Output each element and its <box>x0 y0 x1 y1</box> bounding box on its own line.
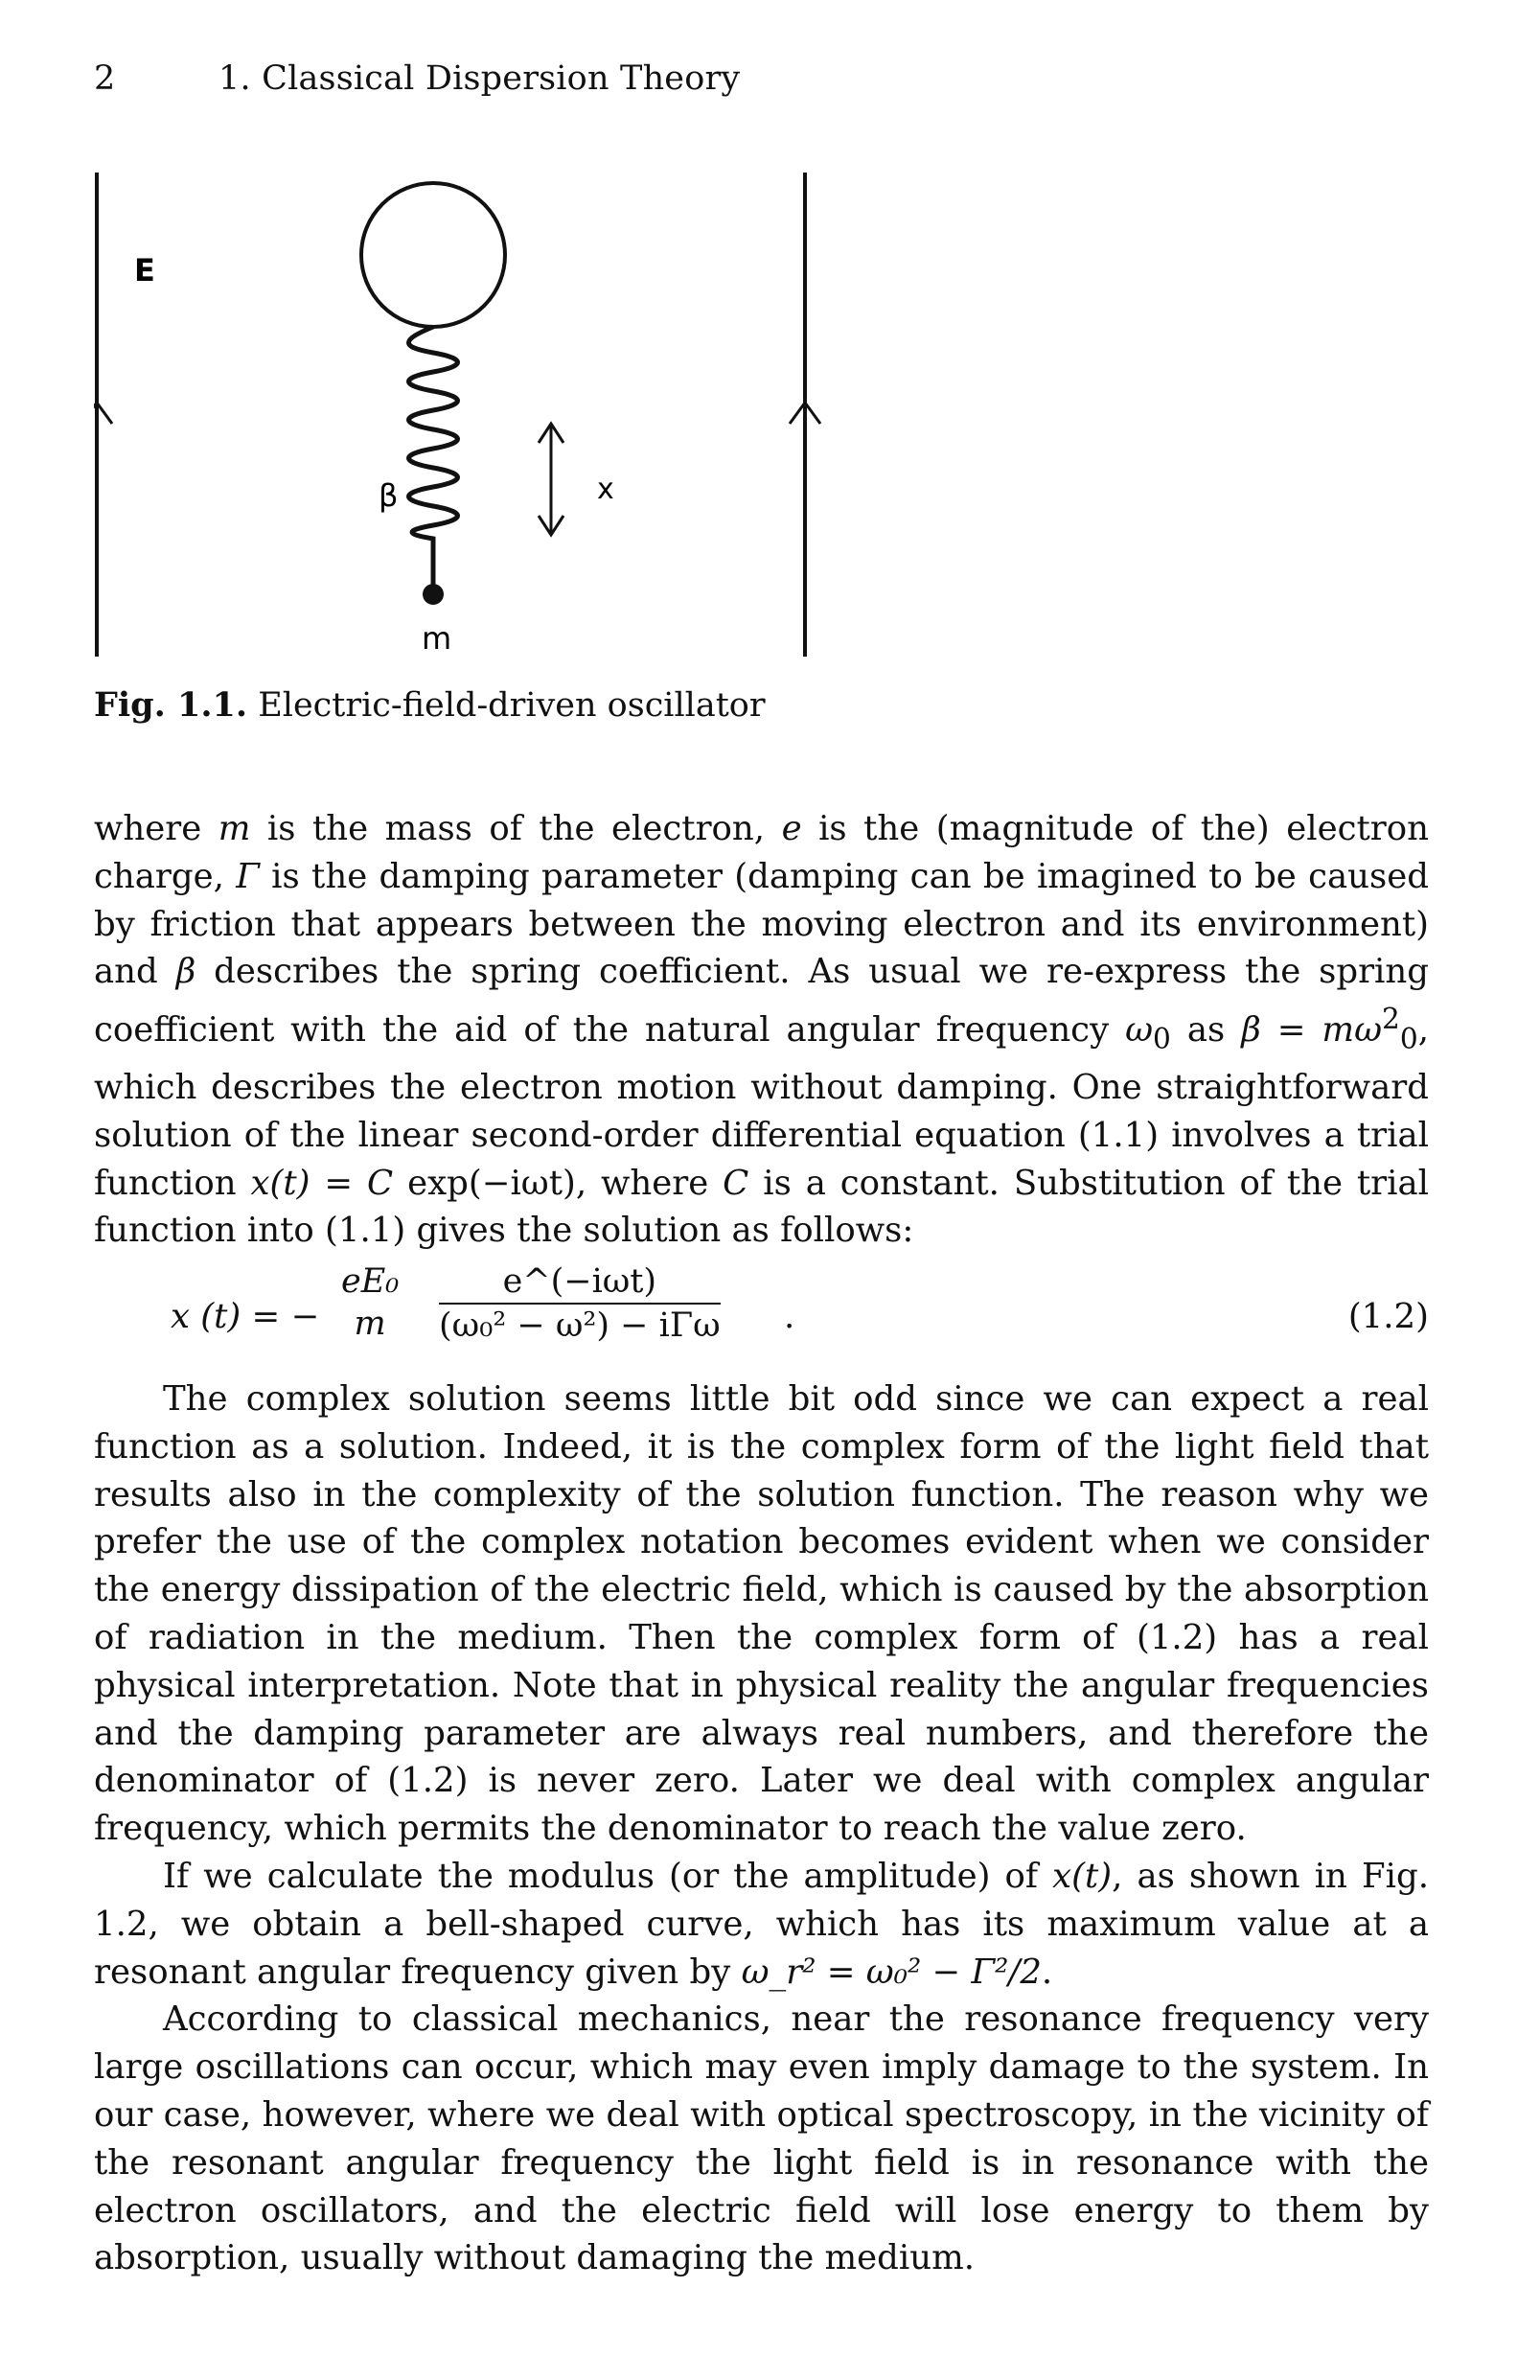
equation-fraction-2 <box>439 1260 721 1347</box>
mass-label-m: m <box>422 620 452 657</box>
page-number: 2 <box>94 59 116 98</box>
spring-icon <box>409 327 458 585</box>
spring-label-beta: β <box>379 477 399 514</box>
equation-fraction-1 <box>341 1260 399 1345</box>
equation-lhs: x (t) = − <box>171 1297 320 1337</box>
electron-mass-dot <box>423 584 444 605</box>
paragraph-4: According to classical mechanics, near the resonance frequency very large oscillations can occur, which may even imply damage to the system. In our case, however, where we deal with optical spectroscopy, in the vicinity of the resonant angular frequency the light field is in resonance with the electron oscillators, and the electric field will lose energy to them by absorption, usually without damaging the medium. <box>94 1999 1429 2278</box>
running-header <box>94 59 740 98</box>
paragraph-2: The complex solution seems little bit odd since we can expect a real function as a solution. Indeed, it is the complex form of the light field that results also in the complexity of the solution function. The reason why we prefer the use of the complex notation becomes evident when we consider the energy dissipation of the electric field, which is caused by the absorption of radiation in the medium. Then the complex form of (1.2) has a real physical interpretation. Note that in physical reality the angular frequencies and the damping parameter are always real numbers, and therefore the denominator of (1.2) is never zero. Later we deal with complex angular frequency, which permits the denominator to reach the value zero. <box>94 1379 1429 1849</box>
equation-num-2: e^(−iωt) <box>502 1262 657 1302</box>
paragraph-1: where m is the mass of the electron, e is the (magnitude of the) electron charge, Γ is the damping parameter (damping can be imagined to be caused by friction that appears between the moving electron and its environment) and β describes the spring coefficient. As usual we re-express the spring coefficient with the aid of the natural angular frequency $\omega_0$ as $\beta = m\omega^2_0$, which describes the electron motion without damping. One straightforward solution of the linear second-order differential equation (1.1) involves a trial function x(t) = C exp(−iωt), where C is a constant. Substitution of the trial function into (1.1) gives the solution as follows: <box>94 809 1430 1251</box>
equation-number: (1.2) <box>1347 1297 1429 1337</box>
figure-caption <box>94 685 766 725</box>
equation-den-1: m <box>354 1305 386 1344</box>
electron-cloud-circle <box>361 183 505 327</box>
equation-den-2: (ω₀² − ω²) − iΓω <box>439 1306 721 1346</box>
caption-text: Electric-field-driven oscillator <box>258 686 766 725</box>
figure-oscillator <box>94 173 822 671</box>
field-label-e: E <box>134 252 155 289</box>
displacement-label-x: x <box>597 473 614 506</box>
equation-1-2 <box>94 1260 1429 1368</box>
equation-dot: . <box>784 1297 795 1337</box>
caption-label: Fig. 1.1. <box>94 685 248 725</box>
equation-num-1: eE₀ <box>341 1262 400 1302</box>
chapter-title: 1. Classical Dispersion Theory <box>218 59 741 98</box>
body-text <box>94 805 1429 2282</box>
paragraph-3: If we calculate the modulus (or the amplitude) of x(t), as shown in Fig. 1.2, we obtain a bell-shaped curve, which has its maximum value at a resonant angular frequency given by ω_r² = ω₀² − Γ²/2. <box>94 1857 1429 1992</box>
